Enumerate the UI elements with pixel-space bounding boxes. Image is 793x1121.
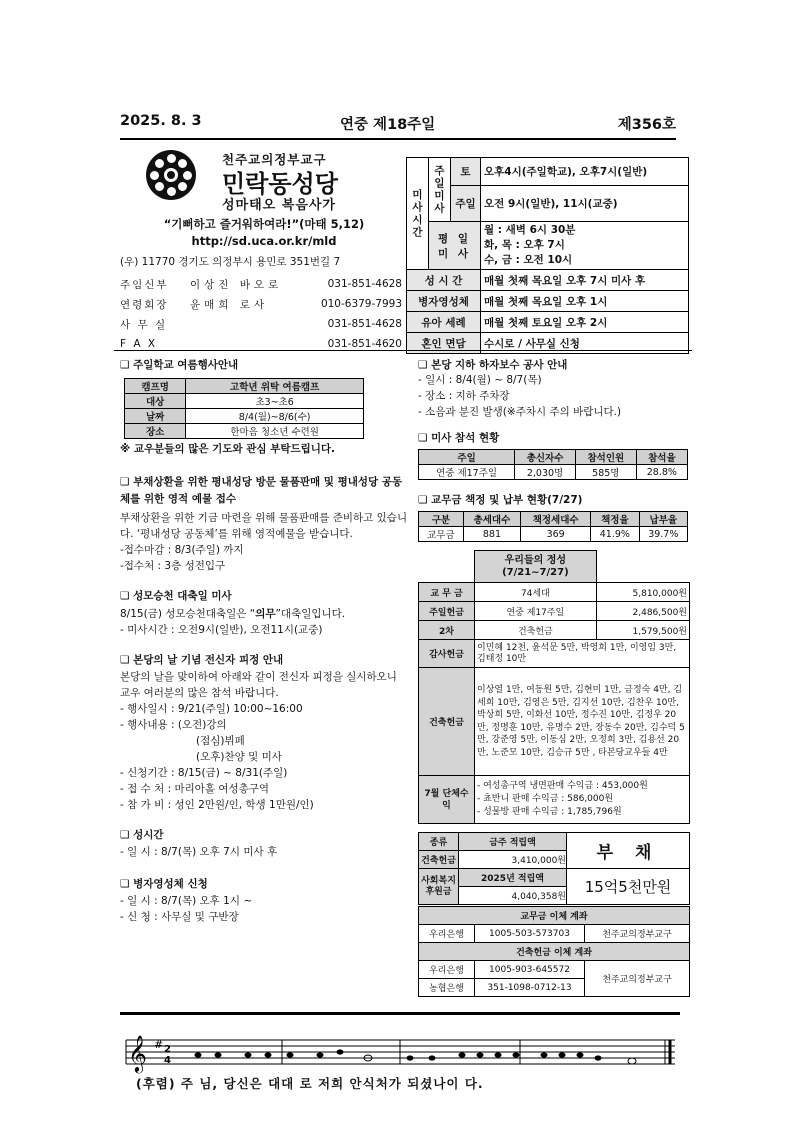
section-title: ❑ 성모승천 대축일 미사 (120, 590, 232, 602)
section-line: - 일시 : 8/4(월) ~ 8/7(목) (418, 374, 542, 386)
saturday-label: 토 (451, 158, 481, 186)
camp-note: ※ 교우분들의 많은 기도와 관심 부탁드립니다. (120, 443, 336, 455)
section-body: 부채상환을 위한 기금 마련을 위해 물품판매를 준비하고 있습니다. ‘평내성당 공동체’를 위해 영적예물을 받습니다. (120, 512, 408, 540)
bulletin-date: 2025. 8. 3 (120, 113, 202, 129)
contact-phone: 010-6379-7993 (320, 298, 402, 310)
section-line: - 소음과 분진 발생(※주차시 주의 바랍니다.) (418, 406, 622, 418)
section-line: - 참 가 비 : 성인 2만원/인, 학생 1만원/인) (120, 799, 314, 811)
dues-table: 구분 총세대수 책정세대수 책정율 납부율 교무금 881 369 41.9% 39.7% (418, 511, 688, 542)
section-line: -접수마감 : 8/3(주일) 까지 (120, 544, 244, 556)
saturday-time: 오후4시(주일학교), 오후7시(일반) (481, 158, 689, 186)
attendance-table: 주일 총신자수 참석인원 참석율 연중 제17주일 2,030명 585명 28.8% (418, 449, 688, 480)
offering-title: 우리들의 정성 (7/21~7/27) (475, 551, 597, 583)
section-line: - 행사일시 : 9/21(주일) 10:00~16:00 (120, 703, 303, 715)
section-title: ❑ 성시간 (120, 829, 164, 841)
contact-role: 연령회장 (120, 298, 169, 311)
contact-role: 주임신부 (120, 278, 169, 291)
section-title: ❑ 부채상환을 위한 평내성당 방문 물품판매 및 평내성당 공동체를 위한 영적 예물 접수 (120, 476, 403, 505)
parish-url[interactable]: http://sd.uca.or.kr/mld (191, 234, 337, 248)
contact-row (120, 294, 402, 314)
schedule-key: 유아 세례 (407, 312, 481, 333)
section-title: ❑ 본당의 날 기념 전신자 피정 안내 (120, 654, 284, 666)
debt-amount: 15억5천만원 (567, 869, 690, 905)
section-line: - 신 청 : 사무실 및 구반장 (120, 911, 239, 923)
group-income: - 여성총구역 냉면판매 수익금 : 453,000원 - 쵸반니 판매 수익금 : 586,000원 - 성물방 판매 수익금 : 1,785,796원 (475, 776, 690, 824)
section-title: ❑ 본당 지하 하자보수 공사 안내 (418, 359, 568, 371)
right-column (418, 357, 690, 997)
contact-phone: 031-851-4628 (327, 318, 402, 330)
contact-phone: 031-851-4628 (327, 278, 402, 290)
weekday-times: 월 : 새벽 6시 30분 화, 목 : 오후 7시 수, 금 : 오전 10시 (481, 222, 689, 270)
contact-name: 이상진 바오로 (190, 278, 283, 291)
contact-row (120, 334, 402, 354)
section-body: 본당의 날을 맞이하여 아래와 같이 전신자 피정을 실시하오니 교우 여러분의 많은 참석 바랍니다. (120, 671, 397, 699)
contact-name: 윤매희 로사 (190, 298, 269, 311)
schedule-value: 수시로 / 사무실 신청 (481, 333, 689, 354)
bank-table: 교무금 이체 계좌 우리은행 1005-503-573703 천주교의정부교구 건축헌금 이체 계좌 우리은행 1005-903-645572 천주교의정부교구 농협은행 351-1098-0712-13 (418, 906, 690, 997)
section-line: - 미사시간 : 오전9시(일반), 오전11시(교중) (120, 624, 323, 636)
section-line: -접수처 : 3층 성전입구 (120, 560, 226, 572)
svg-text:𝄞: 𝄞 (128, 1034, 147, 1072)
section-line: - 행사내용 : (오전)강의 (120, 719, 227, 731)
section-title: ❑ 교무금 책정 및 납부 현황(7/27) (418, 494, 583, 506)
sunday-mass-label: 주일미사 (429, 158, 451, 222)
motto: “기뻐하고 즐거워하여라!”(마태 5,12) (163, 217, 365, 231)
parish-name: 민락동성당 (222, 170, 338, 198)
fund-table: 종류 금주 적립액 부 채 건축헌금 3,410,000원 사회복지 후원금 2025년 적립액 15억5천만원 4,040,358원 (418, 832, 690, 905)
section-line: - 일 시 : 8/7(목) 오후 1시 ~ (120, 895, 253, 907)
section-line: - 신청기간 : 8/15(금) ~ 8/31(주일) (120, 767, 288, 779)
contact-role: 사 무 실 (120, 318, 168, 331)
parish-patron: 성마태오 복음사가 (222, 198, 336, 213)
contact-list (120, 274, 402, 354)
left-column (120, 357, 410, 925)
parish-address: (우) 11770 경기도 의정부시 용민로 351번길 7 (120, 256, 341, 268)
contact-row (120, 274, 402, 294)
schedule-key: 성 시 간 (407, 270, 481, 291)
section-line: 8/15(금) 성모승천대축일은 “의무”대축일입니다. (120, 608, 346, 620)
schedule-key: 병자영성체 (407, 291, 481, 312)
contact-phone: 031-851-4620 (327, 338, 402, 350)
section-line: - 접 수 처 : 마리아홀 여성총구역 (120, 783, 270, 795)
section-line: - 일 시 : 8/7(목) 오후 7시 미사 후 (120, 846, 278, 858)
music-notation-icon (120, 1012, 680, 1074)
section-title: ❑ 주일학교 여름행사안내 (120, 359, 239, 371)
bulletin-title: 연중 제18주일 (340, 117, 436, 133)
diocese-name: 천주교의정부교구 (222, 152, 327, 167)
svg-text:4: 4 (164, 1055, 171, 1066)
debt-title: 부 채 (567, 833, 690, 869)
sunday-time: 오전 9시(일반), 11시(교중) (481, 186, 689, 222)
weekday-mass-label: 평 일 미 사 (429, 222, 481, 270)
svg-text:#: # (154, 1038, 164, 1051)
mass-time-label: 미사시간 (407, 158, 429, 270)
sunday-label: 주일 (451, 186, 481, 222)
section-line: (점심)뷔페 (196, 735, 245, 747)
schedule-value: 매월 첫째 목요일 오후 7시 미사 후 (481, 270, 689, 291)
parish-logo-icon (146, 150, 196, 200)
schedule-key: 혼인 면담 (407, 333, 481, 354)
bulletin-header (120, 110, 676, 140)
issue-number: 제356호 (617, 117, 676, 133)
schedule-value: 매월 첫째 목요일 오후 1시 (481, 291, 689, 312)
music-staff (120, 1012, 680, 1074)
contact-row (120, 314, 402, 334)
section-title: ❑ 병자영성체 신청 (120, 878, 208, 890)
schedule-value: 매월 첫째 토요일 오후 2시 (481, 312, 689, 333)
section-title: ❑ 미사 참석 현황 (418, 432, 500, 444)
camp-table: 캠프명 고학년 위탁 여름캠프 대상 초3~초6 날짜 8/4(월)~8/6(수) 장소 한마음 청소년 수련원 (124, 378, 364, 439)
mass-schedule-table (406, 157, 689, 354)
section-line: (오후)찬양 및 미사 (196, 751, 282, 763)
hymn-lyrics: (후렴) 주 님, 당신은 대대 로 저희 안식처가 되셨나이 다. (136, 1076, 484, 1091)
contact-role: F A X (120, 338, 158, 350)
offering-table: 우리들의 정성 (7/21~7/27) 교 무 금 74세대 5,810,000원 주일헌금 연중 제17주일 2,486,500원 2차 건축헌금 1,579,500원 감사헌금 이민혜 12천, 윤석문 5만, 박영희 1만, 이영임 3만, 김태정 10만 건축헌금 이상열 1만, 여동원 5만, 김현미 1만, 금정숙 4만, 김세희 10만, 김영은 5만, 김지선 10만, 김찬우 10만, 박상희 5만, 이화선 10만, 정수진 10만, 김정우 20만, 정명훈 10만, 유명수 2만, 장동수 20만, 김수덕 5만, 강준영 5만, 이동심 2만, 오정희 3만, 김용선 20만, 노준모 10만, 김승규 5만 , 타본당교우들 4만 7월 단체수익 - 여성총구역 냉면판매 수익금 : 453,000원 - 쵸반니 판매 수익금 : 586,000원 - 성물방 판매 수익금 : 1,785,796원 (418, 550, 690, 824)
section-line: - 장소 : 지하 주차장 (418, 390, 510, 402)
svg-text:2: 2 (164, 1044, 171, 1055)
